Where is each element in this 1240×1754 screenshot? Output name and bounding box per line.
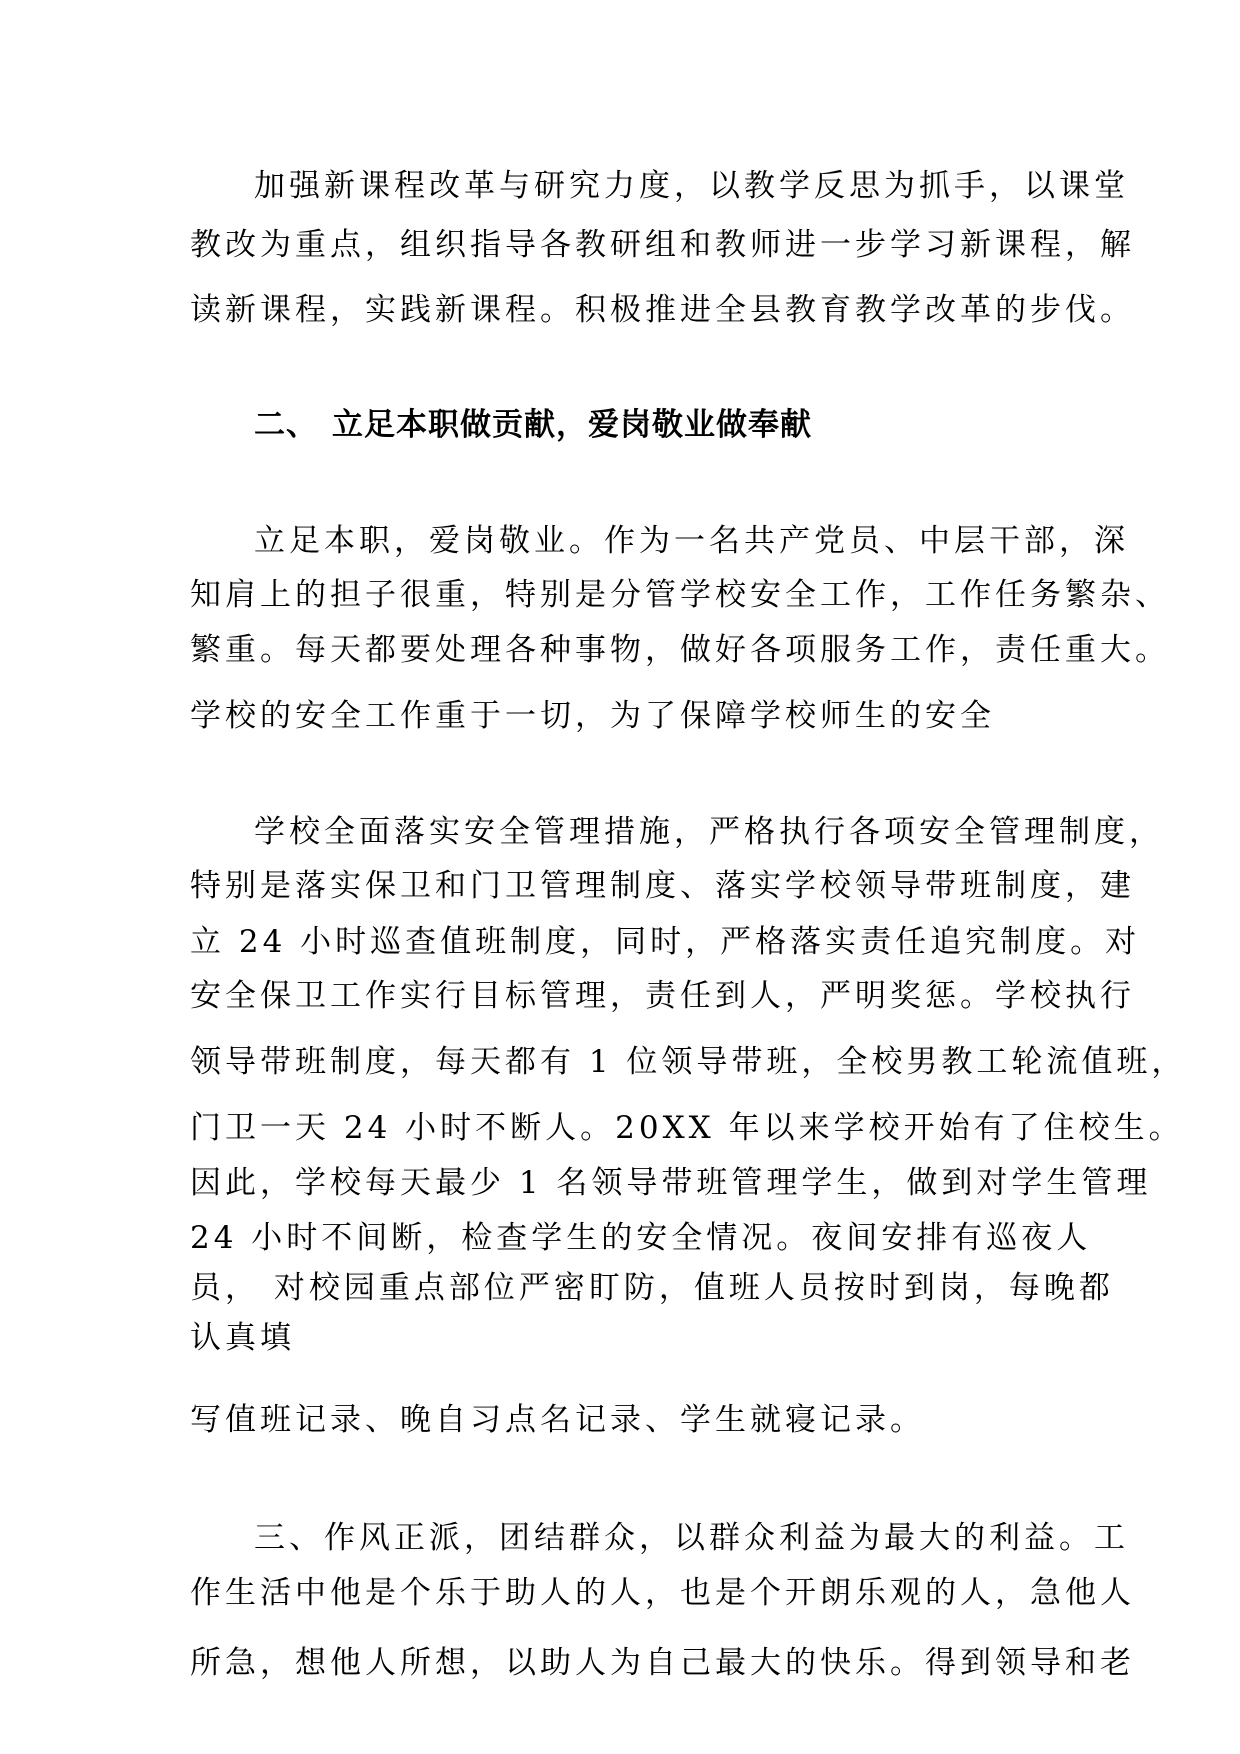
paragraph-line: 加强新课程改革与研究力度，以教学反思为抓手，以课堂 bbox=[254, 168, 1129, 204]
paragraph-line: 门卫一天 24 小时不断人。20XX 年以来学校开始有了住校生。 bbox=[190, 1110, 1184, 1146]
paragraph-line: 作生活中他是个乐于助人的人，也是个开朗乐观的人，急他人 bbox=[190, 1575, 1135, 1611]
paragraph-line: 学校全面落实安全管理措施，严格执行各项安全管理制度， bbox=[254, 814, 1164, 850]
paragraph-line: 安全保卫工作实行目标管理，责任到人，严明奖惩。学校执行 bbox=[190, 978, 1135, 1014]
paragraph-line: 教改为重点，组织指导各教研组和教师进一步学习新课程，解 bbox=[190, 227, 1135, 263]
paragraph-line: 认真填 bbox=[190, 1320, 295, 1356]
paragraph-line: 领导带班制度，每天都有 1 位领导带班，全校男教工轮流值班， bbox=[190, 1044, 1187, 1080]
paragraph-line: 立 24 小时巡查值班制度，同时，严格落实责任追究制度。对 bbox=[190, 924, 1141, 960]
paragraph-line: 学校的安全工作重于一切，为了保障学校师生的安全 bbox=[190, 698, 995, 734]
paragraph-line: 繁重。每天都要处理各种事物，做好各项服务工作，责任重大。 bbox=[190, 632, 1170, 668]
paragraph-line: 所急，想他人所想，以助人为自己最大的快乐。得到领导和老 bbox=[190, 1645, 1135, 1681]
paragraph-line: 24 小时不间断，检查学生的安全情况。夜间安排有巡夜人 bbox=[190, 1220, 1092, 1256]
paragraph-line: 写值班记录、晚自习点名记录、学生就寝记录。 bbox=[190, 1402, 925, 1438]
section-heading-number: 二、 bbox=[254, 407, 318, 443]
paragraph-line: 特别是落实保卫和门卫管理制度、落实学校领导带班制度，建 bbox=[190, 868, 1135, 904]
paragraph-line: 知肩上的担子很重，特别是分管学校安全工作，工作任务繁杂、 bbox=[190, 577, 1170, 613]
paragraph-line: 三、作风正派，团结群众，以群众利益为最大的利益。工 bbox=[254, 1520, 1129, 1556]
paragraph-line: 员， 对校园重点部位严密盯防，值班人员按时到岗，每晚都 bbox=[190, 1270, 1114, 1306]
paragraph-line: 因此，学校每天最少 1 名领导带班管理学生，做到对学生管理 bbox=[190, 1165, 1152, 1201]
section-heading-text: 立足本职做贡献，爱岗敬业做奉献 bbox=[332, 407, 812, 443]
paragraph-line: 读新课程，实践新课程。积极推进全县教育教学改革的步伐。 bbox=[190, 292, 1135, 328]
paragraph-line: 立足本职，爱岗敬业。作为一名共产党员、中层干部，深 bbox=[254, 523, 1129, 559]
section-heading bbox=[254, 405, 812, 445]
